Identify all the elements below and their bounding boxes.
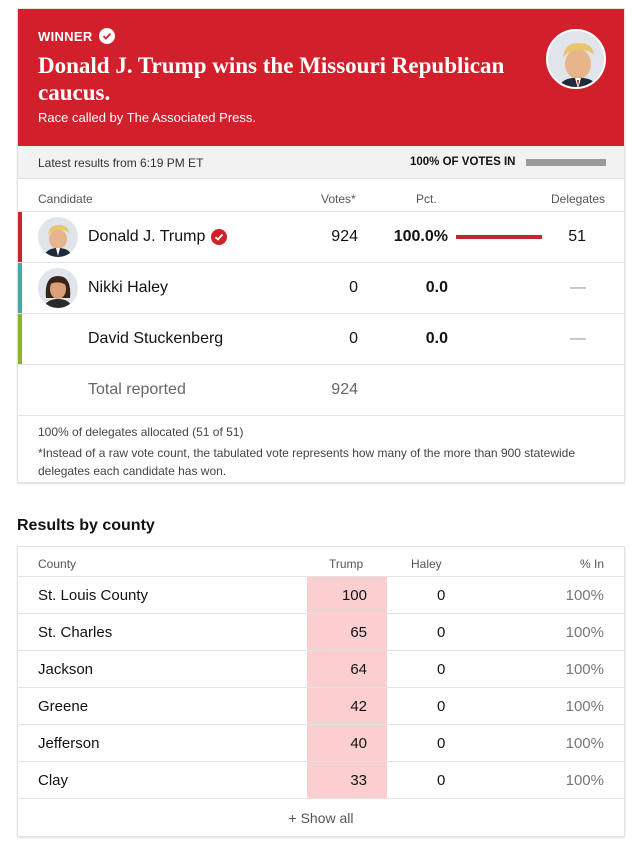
status-bar xyxy=(18,146,624,179)
winner-banner xyxy=(18,9,624,146)
trump-cell xyxy=(307,577,387,613)
candidate-delegates: — xyxy=(570,279,586,296)
trump-cell xyxy=(307,762,387,798)
trump-votes: 42 xyxy=(350,698,367,715)
trump-cell xyxy=(307,725,387,761)
candidate-color-stripe xyxy=(18,263,22,313)
county-section-title: Results by county xyxy=(17,517,155,534)
trump-votes: 64 xyxy=(350,661,367,678)
trump-votes: 65 xyxy=(350,624,367,641)
trump-votes: 100 xyxy=(341,587,367,604)
total-label: Total reported xyxy=(88,381,186,398)
winner-row xyxy=(38,28,115,44)
candidate-votes: 0 xyxy=(349,279,358,296)
county-name: Jefferson xyxy=(38,735,100,752)
total-row xyxy=(18,364,624,415)
haley-votes: 0 xyxy=(437,587,446,604)
county-results-table xyxy=(17,546,625,837)
county-row xyxy=(18,762,624,799)
winner-label: WINNER xyxy=(38,28,93,44)
candidate-delegates: 51 xyxy=(568,228,586,245)
county-row xyxy=(18,614,624,651)
column-header-haley: Haley xyxy=(411,557,442,571)
candidate-name xyxy=(88,279,168,297)
footnotes xyxy=(18,415,624,480)
county-row xyxy=(18,651,624,688)
county-name: Jackson xyxy=(38,661,94,678)
pct-bar-fill xyxy=(456,235,542,239)
haley-votes: 0 xyxy=(437,772,446,789)
pct-in: 100% xyxy=(565,698,604,715)
candidate-name-text: Nikki Haley xyxy=(88,279,169,296)
candidate-row xyxy=(18,262,624,313)
column-header-county: County xyxy=(38,557,77,571)
candidate-name-text: Donald J. Trump xyxy=(88,228,206,245)
winner-avatar xyxy=(546,29,606,89)
county-name: Greene xyxy=(38,698,89,715)
column-header-delegates: Delegates xyxy=(551,192,606,206)
results-card xyxy=(17,8,625,483)
winner-check-icon xyxy=(211,229,227,245)
trump-cell xyxy=(307,614,387,650)
trump-cell xyxy=(307,688,387,724)
candidate-row xyxy=(18,313,624,364)
race-call-subtitle: Race called by The Associated Press. xyxy=(38,110,256,125)
candidate-color-stripe xyxy=(18,314,22,364)
candidate-delegates: — xyxy=(570,330,586,347)
pct-in: 100% xyxy=(565,624,604,641)
vote-count-note: *Instead of a raw vote count, the tabulated vote represents how many of the more than 900 statewide delegates each candidate has won. xyxy=(38,446,575,478)
haley-votes: 0 xyxy=(437,698,446,715)
candidate-color-stripe xyxy=(18,212,22,262)
candidate-name xyxy=(88,330,223,348)
show-all-button[interactable]: + Show all xyxy=(288,810,354,826)
county-table-header xyxy=(18,547,624,577)
check-icon xyxy=(99,28,115,44)
candidate-avatar xyxy=(38,217,78,257)
pct-in: 100% xyxy=(565,661,604,678)
trump-votes: 33 xyxy=(350,772,367,789)
candidate-votes: 0 xyxy=(349,330,358,347)
column-header-pct: Pct. xyxy=(416,192,437,206)
county-name: St. Louis County xyxy=(38,587,149,604)
column-header-pct-in: % In xyxy=(579,557,604,571)
trump-cell xyxy=(307,651,387,687)
candidate-name-text: David Stuckenberg xyxy=(88,330,224,347)
candidate-row xyxy=(18,211,624,262)
candidate-pct: 0.0 xyxy=(425,279,448,296)
latest-results-time: Latest results from 6:19 PM ET xyxy=(38,156,204,170)
column-header-trump: Trump xyxy=(329,557,364,571)
haley-votes: 0 xyxy=(437,624,446,641)
candidate-pct: 0.0 xyxy=(425,330,448,347)
county-name: Clay xyxy=(38,772,69,789)
column-header-candidate: Candidate xyxy=(38,192,93,206)
votes-in-label: 100% OF VOTES IN xyxy=(410,156,516,168)
candidate-name xyxy=(88,228,227,246)
headline: Donald J. Trump wins the Missouri Republican caucus. xyxy=(38,53,505,105)
votes-in-bar xyxy=(526,159,606,166)
county-row xyxy=(18,688,624,725)
county-name: St. Charles xyxy=(38,624,113,641)
delegates-allocated-note: 100% of delegates allocated (51 of 51) xyxy=(38,425,244,439)
county-row xyxy=(18,577,624,614)
pct-bar xyxy=(456,235,542,239)
trump-votes: 40 xyxy=(350,735,367,752)
total-votes: 924 xyxy=(331,381,358,398)
haley-votes: 0 xyxy=(437,661,446,678)
candidate-pct: 100.0% xyxy=(393,228,448,245)
column-header-votes: Votes* xyxy=(321,192,356,206)
pct-in: 100% xyxy=(565,587,604,604)
candidate-avatar xyxy=(38,268,78,308)
county-row xyxy=(18,725,624,762)
pct-in: 100% xyxy=(565,735,604,752)
pct-in: 100% xyxy=(565,772,604,789)
candidate-votes: 924 xyxy=(331,228,358,245)
haley-votes: 0 xyxy=(437,735,446,752)
